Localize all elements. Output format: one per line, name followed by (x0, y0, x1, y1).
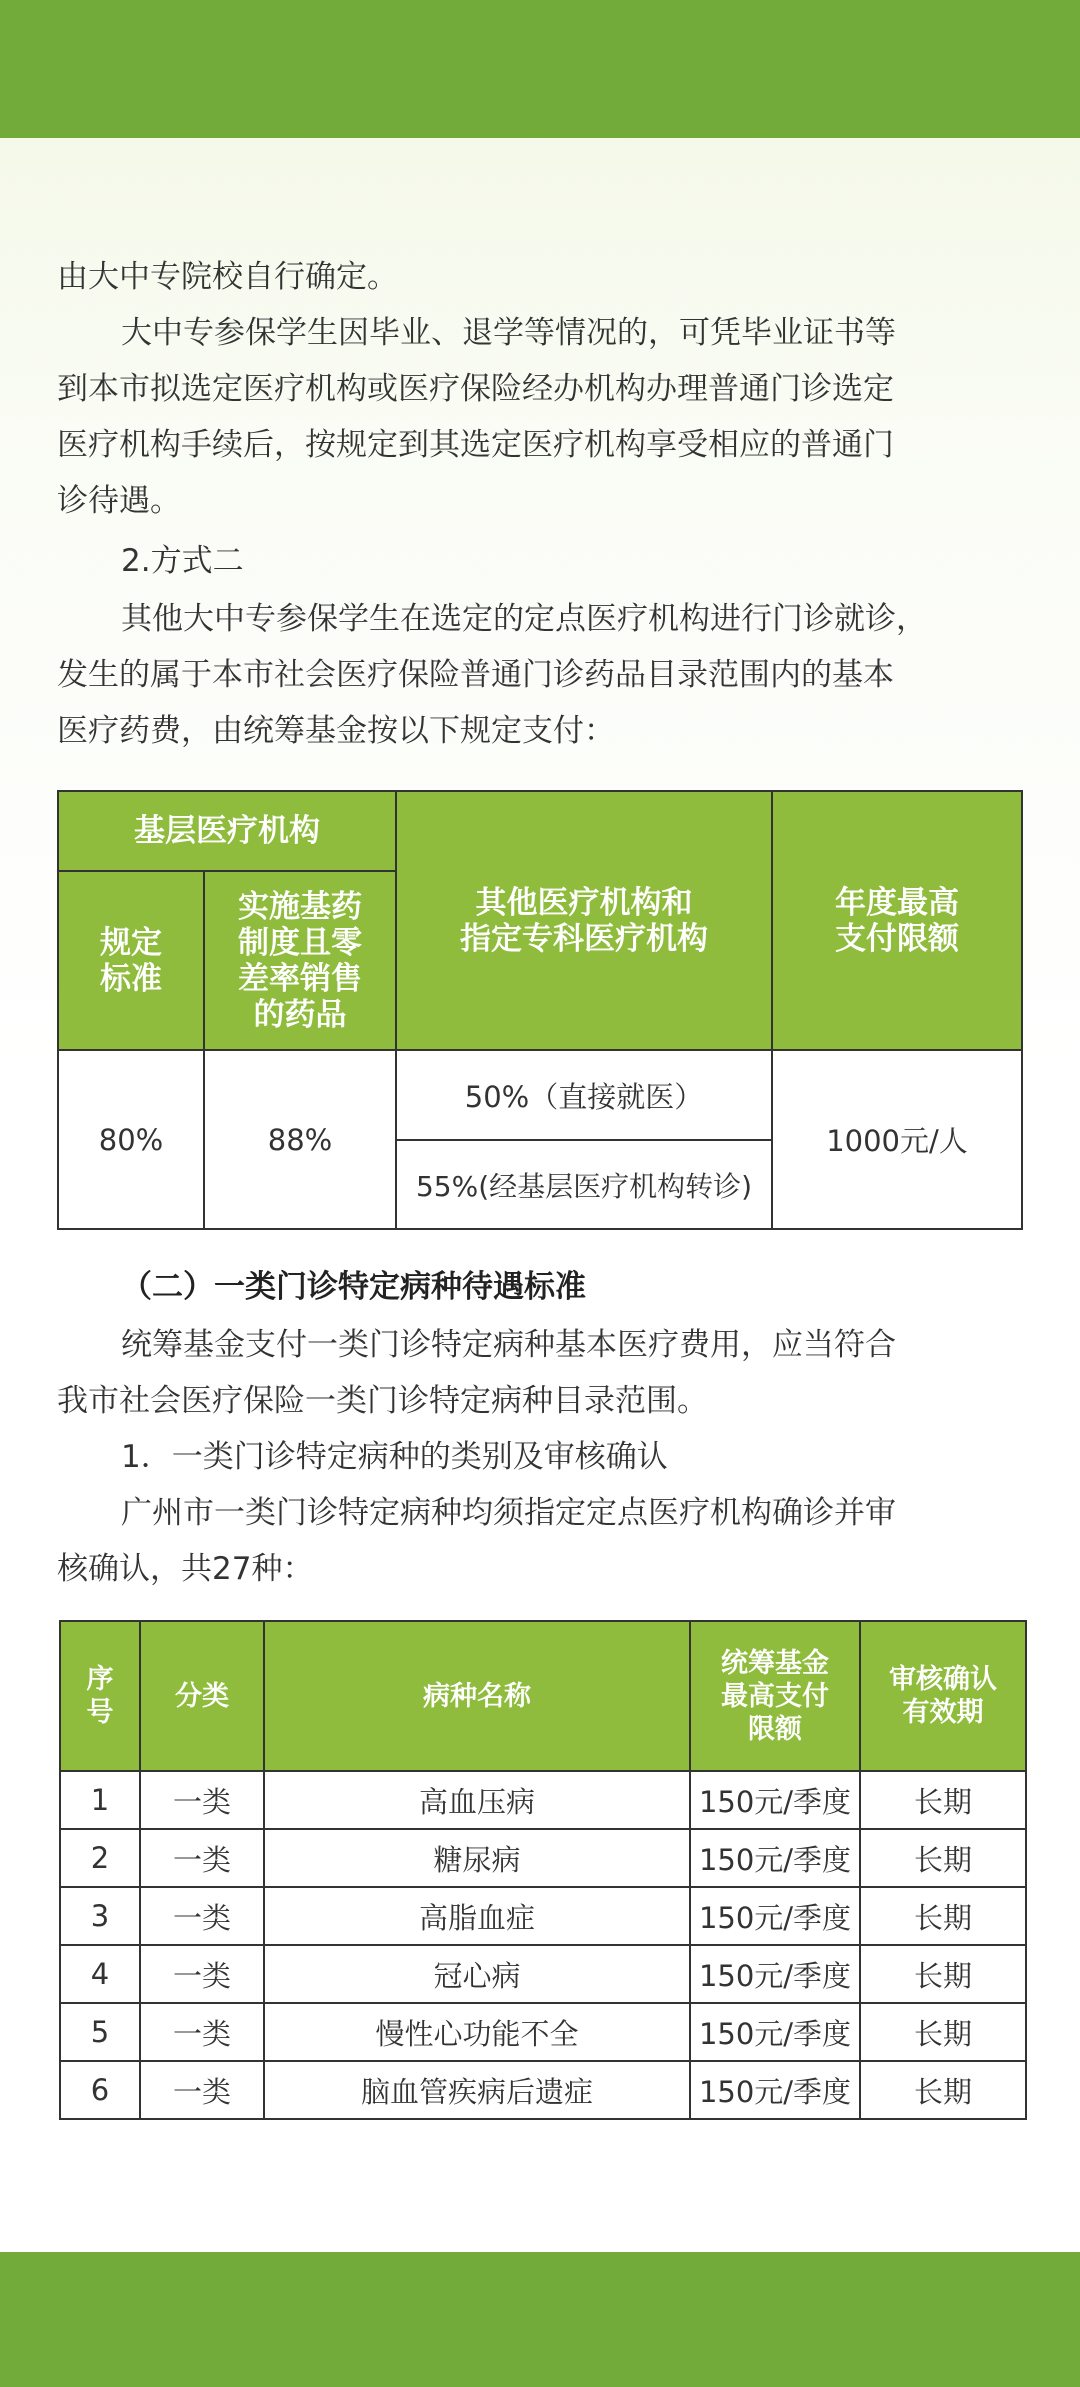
table-row (60, 1829, 1026, 1887)
paragraph-line: 由大中专院校自行确定。 (57, 259, 398, 295)
cell-no: 6 (60, 2061, 140, 2119)
cell-disease: 脑血管疾病后遗症 (264, 2061, 690, 2119)
cell-limit: 150元/季度 (690, 2061, 860, 2119)
cell-disease: 高脂血症 (264, 1887, 690, 1945)
header-disease: 病种名称 (264, 1621, 690, 1771)
cell-limit: 150元/季度 (690, 1771, 860, 1829)
header-payment-limit: 统筹基金 最高支付 限额 (690, 1621, 860, 1771)
cell-no: 2 (60, 1829, 140, 1887)
cell-category: 一类 (140, 1829, 264, 1887)
cell-no: 4 (60, 1945, 140, 2003)
table-row (60, 1771, 1026, 1829)
table-row (60, 2061, 1026, 2119)
header-category: 分类 (140, 1621, 264, 1771)
cell-validity: 长期 (860, 1945, 1026, 2003)
cell-disease: 糖尿病 (264, 1829, 690, 1887)
cell-limit: 150元/季度 (690, 2003, 860, 2061)
paragraph-line: 其他大中专参保学生在选定的定点医疗机构进行门诊就诊， (121, 601, 927, 637)
outpatient-payment-table (57, 790, 1023, 1230)
cell-disease: 高血压病 (264, 1771, 690, 1829)
paragraph-line: 统筹基金支付一类门诊特定病种基本医疗费用，应当符合 (121, 1327, 896, 1363)
paragraph-line: 大中专参保学生因毕业、退学等情况的，可凭毕业证书等 (121, 315, 896, 351)
paragraph-line: 医疗药费，由统筹基金按以下规定支付： (57, 713, 615, 749)
table-row (60, 1887, 1026, 1945)
paragraph-line: 核确认，共27种： (57, 1551, 314, 1587)
cell-validity: 长期 (860, 1829, 1026, 1887)
paragraph-line: 发生的属于本市社会医疗保险普通门诊药品目录范围内的基本 (57, 657, 894, 693)
cell-category: 一类 (140, 2003, 264, 2061)
cell-category: 一类 (140, 1945, 264, 2003)
paragraph-line: 我市社会医疗保险一类门诊特定病种目录范围。 (57, 1383, 708, 1419)
top-green-band (0, 0, 1080, 138)
value-direct-rate: 50%（直接就医） (397, 1051, 773, 1141)
value-referral-rate: 55%(经基层医疗机构转诊) (397, 1141, 773, 1228)
subheading-category-review: 1．一类门诊特定病种的类别及审核确认 (121, 1439, 668, 1475)
header-base-institution: 基层医疗机构 (59, 792, 397, 872)
cell-disease: 慢性心功能不全 (264, 2003, 690, 2061)
cell-validity: 长期 (860, 1887, 1026, 1945)
paragraph-line: 诊待遇。 (57, 483, 181, 519)
cell-category: 一类 (140, 1771, 264, 1829)
cell-disease: 冠心病 (264, 1945, 690, 2003)
cell-validity: 长期 (860, 2003, 1026, 2061)
cell-no: 3 (60, 1887, 140, 1945)
paragraph-line: 医疗机构手续后，按规定到其选定医疗机构享受相应的普通门 (57, 427, 894, 463)
cell-limit: 150元/季度 (690, 1829, 860, 1887)
paragraph-line: 广州市一类门诊特定病种均须指定定点医疗机构确诊并审 (121, 1495, 896, 1531)
section-heading: （二）一类门诊特定病种待遇标准 (121, 1269, 586, 1305)
cell-no: 5 (60, 2003, 140, 2061)
cell-limit: 150元/季度 (690, 1887, 860, 1945)
value-annual-limit: 1000元/人 (773, 1051, 1021, 1228)
subheading-method-two: 2.方式二 (121, 543, 244, 579)
table-row (60, 1945, 1026, 2003)
cell-category: 一类 (140, 2061, 264, 2119)
header-no: 序 号 (60, 1621, 140, 1771)
cell-limit: 150元/季度 (690, 1945, 860, 2003)
table-row (60, 2003, 1026, 2061)
paragraph-line: 到本市拟选定医疗机构或医疗保险经办机构办理普通门诊选定 (57, 371, 894, 407)
special-disease-table (59, 1620, 1027, 2120)
value-essential-rate: 88% (205, 1051, 397, 1228)
value-standard-rate: 80% (59, 1051, 205, 1228)
bottom-green-band (0, 2252, 1080, 2387)
header-validity: 审核确认 有效期 (860, 1621, 1026, 1771)
header-annual-limit: 年度最高 支付限额 (773, 792, 1021, 1051)
cell-validity: 长期 (860, 2061, 1026, 2119)
cell-no: 1 (60, 1771, 140, 1829)
header-standard: 规定 标准 (59, 872, 205, 1051)
header-essential-drugs: 实施基药 制度且零 差率销售 的药品 (205, 872, 397, 1051)
header-other-institutions: 其他医疗机构和 指定专科医疗机构 (397, 792, 773, 1051)
cell-category: 一类 (140, 1887, 264, 1945)
cell-validity: 长期 (860, 1771, 1026, 1829)
